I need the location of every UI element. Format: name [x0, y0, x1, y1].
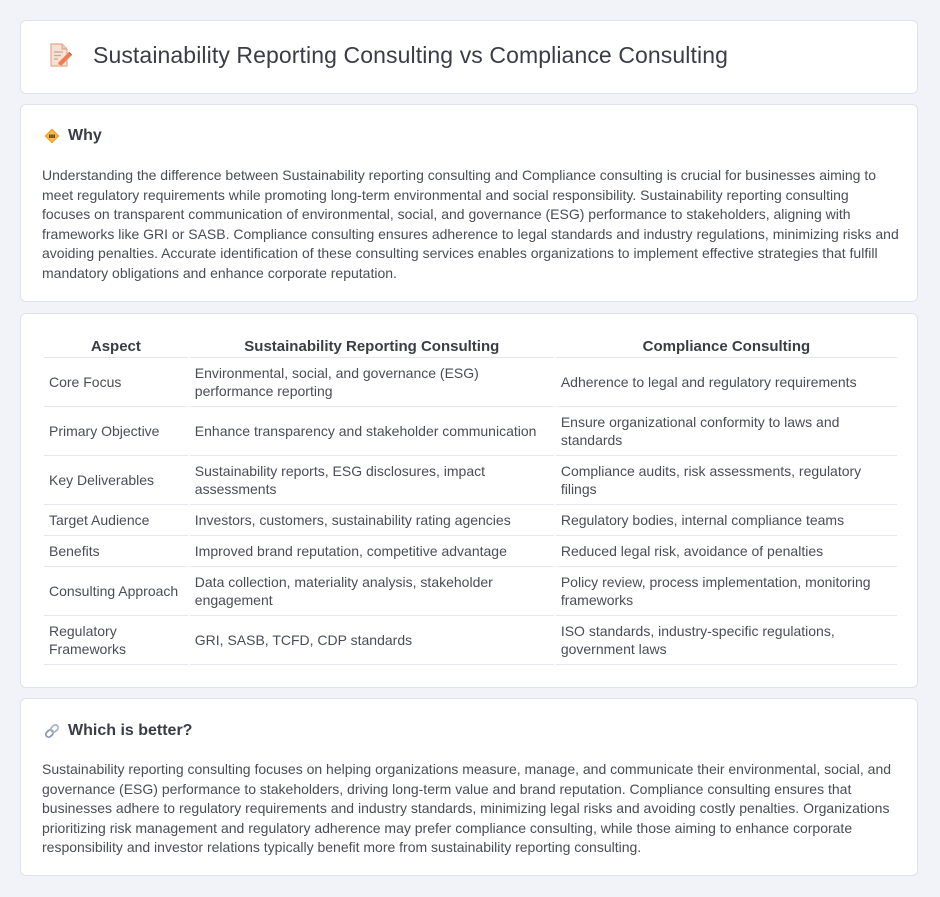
row-sustainability: Investors, customers, sustainability rating agencies: [190, 505, 554, 536]
why-heading: Why: [68, 127, 102, 144]
why-text: Understanding the difference between Sustainability reporting consulting and Compliance consulting is crucial for businesses aiming to meet regulatory requirements while promoting long-term environmental and social responsibility. Sustainability reporting consulting focuses on transparent communication of environmental, social, and governance (ESG) performance to stakeholders, aligning with frameworks like GRI or SASB. Compliance consulting ensures adherence to legal standards and industry regulations, minimizing risks and avoiding penalties. Accurate identification of these consulting services enables organizations to implement effective strategies that fulfill mandatory obligations and enhance corporate reputation.: [42, 167, 899, 281]
column-header-compliance: Compliance Consulting: [556, 336, 897, 358]
row-sustainability: Environmental, social, and governance (ESG) performance reporting: [190, 358, 554, 407]
which-is-better-section: [20, 698, 918, 876]
column-header-aspect: Aspect: [44, 336, 188, 358]
column-header-sustainability: Sustainability Reporting Consulting: [190, 336, 554, 358]
row-compliance: Policy review, process implementation, monitoring frameworks: [556, 567, 897, 616]
why-heading-row: [43, 127, 102, 145]
row-aspect: Benefits: [44, 536, 188, 567]
row-compliance: Regulatory bodies, internal compliance teams: [556, 505, 897, 536]
row-sustainability: Improved brand reputation, competitive advantage: [190, 536, 554, 567]
row-compliance: Adherence to legal and regulatory requirements: [556, 358, 897, 407]
row-aspect: Key Deliverables: [44, 456, 188, 505]
better-heading: Which is better?: [68, 722, 193, 739]
row-sustainability: Data collection, materiality analysis, stakeholder engagement: [190, 567, 554, 616]
comparison-table: [42, 336, 899, 665]
table-row: [44, 505, 897, 536]
row-aspect: Core Focus: [44, 358, 188, 407]
row-aspect: Primary Objective: [44, 407, 188, 456]
row-sustainability: GRI, SASB, TCFD, CDP standards: [190, 616, 554, 665]
table-row: [44, 407, 897, 456]
table-row: [44, 358, 897, 407]
better-heading-row: [43, 722, 192, 740]
row-sustainability: Enhance transparency and stakeholder communication: [190, 407, 554, 456]
row-compliance: ISO standards, industry-specific regulations, government laws: [556, 616, 897, 665]
row-aspect: Consulting Approach: [44, 567, 188, 616]
row-compliance: Ensure organizational conformity to laws and standards: [556, 407, 897, 456]
table-header-row: [44, 336, 897, 358]
document-pencil-icon: [45, 41, 73, 69]
page-title: Sustainability Reporting Consulting vs Compliance Consulting: [93, 41, 728, 68]
row-compliance: Reduced legal risk, avoidance of penalties: [556, 536, 897, 567]
row-aspect: Target Audience: [44, 505, 188, 536]
diamond-warning-icon: [43, 127, 61, 145]
title-card: [20, 20, 918, 94]
comparison-section: [20, 313, 918, 688]
table-row: [44, 567, 897, 616]
row-compliance: Compliance audits, risk assessments, regulatory filings: [556, 456, 897, 505]
row-aspect: Regulatory Frameworks: [44, 616, 188, 665]
table-row: [44, 616, 897, 665]
table-row: [44, 456, 897, 505]
table-row: [44, 536, 897, 567]
row-sustainability: Sustainability reports, ESG disclosures, impact assessments: [190, 456, 554, 505]
better-text: Sustainability reporting consulting focuses on helping organizations measure, manage, and communicate their environmental, social, and governance (ESG) performance to stakeholders, driving long-term value and brand reputation. Compliance consulting ensures that businesses adhere to regulatory requirements and industry standards, minimizing legal risks and avoiding costly penalties. Organizations prioritizing risk management and regulatory adherence may prefer compliance consulting, while those aiming to enhance corporate responsibility and investor relations typically benefit more from sustainability reporting consulting.: [42, 761, 892, 855]
title-bar: [45, 41, 728, 69]
link-icon: [43, 722, 61, 740]
why-section: [20, 104, 918, 302]
